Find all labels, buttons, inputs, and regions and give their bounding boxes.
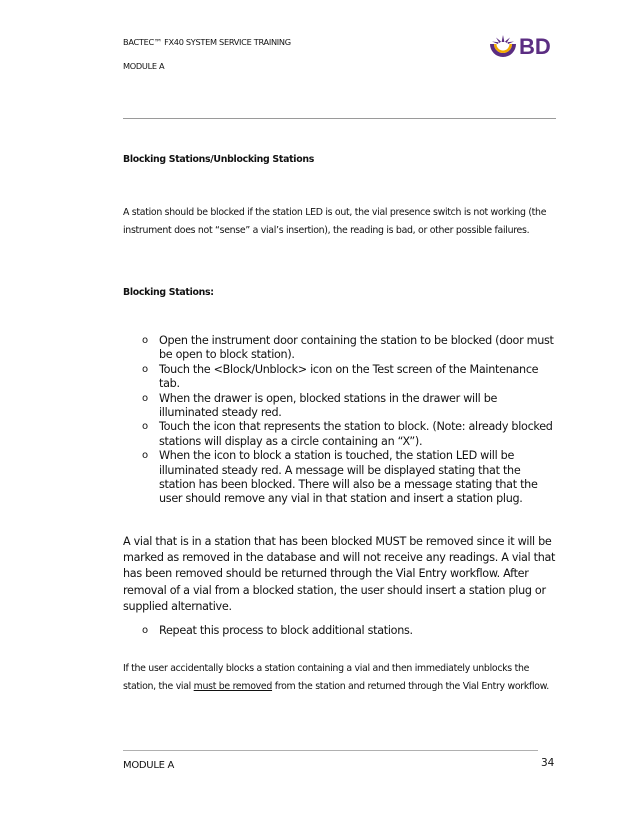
- bullet-marker: o: [142, 392, 148, 404]
- list-item: [0, 420, 600, 449]
- bullet-marker: o: [142, 335, 148, 346]
- paragraph-text: If the user accidentally blocks a station containing a vial and then immediately unblocks the station, the vial: [123, 663, 530, 692]
- paragraph-text: from the station and returned through the Vial Entry workflow.: [272, 680, 549, 692]
- section-title: Blocking Stations/Unblocking Stations: [123, 154, 314, 165]
- header-title: BACTEC™ FX40 SYSTEM SERVICE TRAINING: [123, 37, 291, 47]
- intro-paragraph: A station should be blocked if the station LED is out, the vial presence switch is not working (the instrument does not “sense” a vial’s insertion), the reading is bad, or other possible failures.: [123, 207, 547, 236]
- list-item: [0, 392, 600, 421]
- repeat-list: [0, 624, 413, 638]
- emphasis-text: must be removed: [193, 680, 273, 692]
- step-text: When the icon to block a station is touched, the station LED will be illuminated steady red. A message will be displayed stating that the station has been blocked. There will also be a message stating that the user should remove any vial in that station and insert a station plug.: [159, 449, 538, 506]
- bullet-marker: o: [142, 450, 148, 462]
- step-text: Repeat this process to block additional stations.: [159, 624, 413, 637]
- footer-module: MODULE A: [123, 760, 175, 771]
- unblock-paragraph: [123, 660, 563, 696]
- step-text: Open the instrument door containing the station to be blocked (door must be open to block station).: [159, 334, 554, 362]
- removal-paragraph: A vial that is in a station that has been blocked MUST be removed since it will be marked as removed in the database and will not receive any readings. A vial that has been removed should be returned through the Vial Entry workflow. After removal of a vial from a blocked station, the user should insert a station plug or supplied alternative.: [123, 535, 556, 613]
- step-text: When the drawer is open, blocked stations in the drawer will be illuminated steady red.: [159, 391, 498, 420]
- header-divider: [123, 118, 556, 119]
- list-item: [0, 624, 413, 638]
- step-text: Touch the <Block/Unblock> icon on the Test screen of the Maintenance tab.: [159, 362, 539, 391]
- bullet-marker: o: [142, 625, 148, 636]
- list-item: [0, 334, 600, 363]
- bullet-marker: o: [142, 421, 148, 433]
- list-item: [0, 363, 600, 392]
- bullet-marker: o: [142, 363, 148, 375]
- header-module: MODULE A: [123, 61, 165, 71]
- list-item: [0, 449, 600, 507]
- steps-list: [0, 334, 600, 507]
- bd-logo: [488, 30, 558, 60]
- bd-sunburst-icon: [490, 35, 516, 57]
- subheading: Blocking Stations:: [123, 287, 214, 298]
- footer-divider: [123, 750, 538, 751]
- step-text: Touch the icon that represents the station to block. (Note: already blocked stations will display as a circle containing an “X”).: [159, 420, 553, 448]
- page-number: 34: [541, 757, 555, 769]
- bd-logo-text: BD: [519, 34, 551, 59]
